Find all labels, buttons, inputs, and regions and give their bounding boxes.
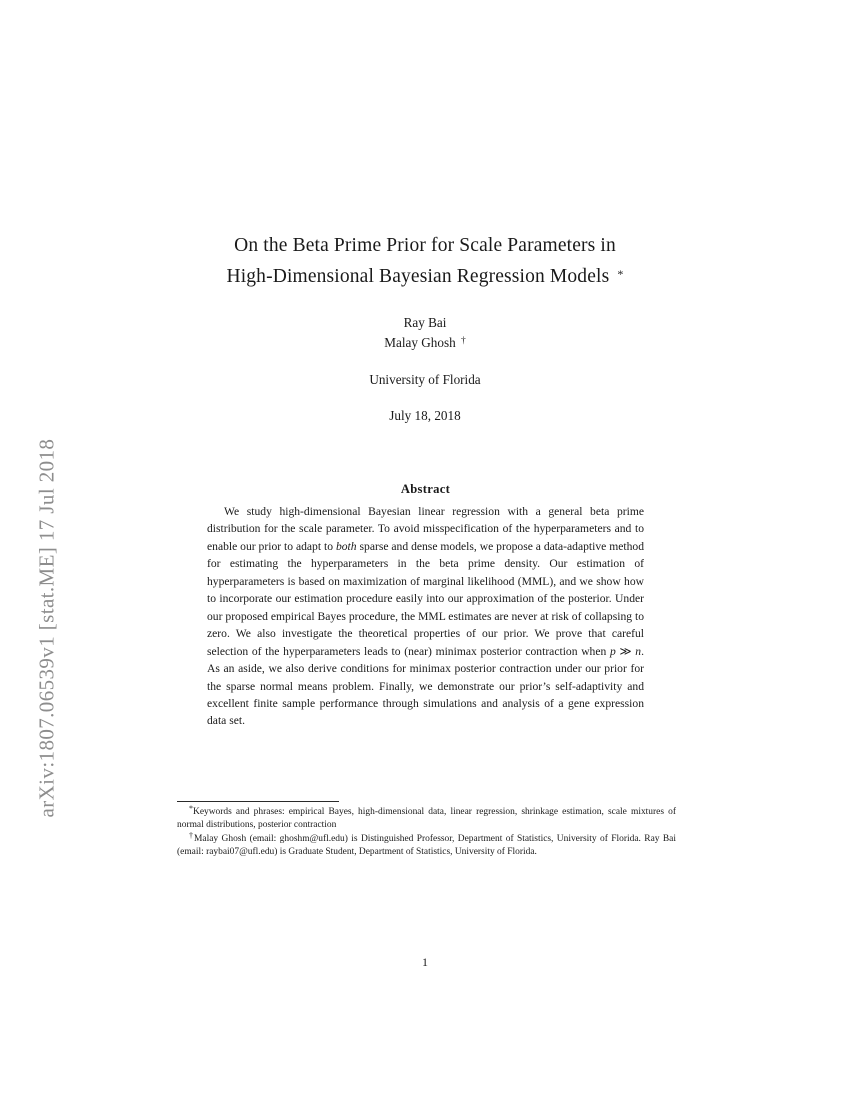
abstract-body <box>207 503 644 730</box>
math-operator-much-greater: ≫ <box>615 644 636 658</box>
abstract-text-part-1: We study high-dimensional Bayesian linear regression with a general beta prime distribution for the scale parameter. To avoid misspecification of the hyperparameters and to enable our prior to adapt to <box>207 505 644 553</box>
author-footnote-marker: † <box>460 335 466 346</box>
title-line-2: High-Dimensional Bayesian Regression Models <box>226 266 610 287</box>
title-line-1: On the Beta Prime Prior for Scale Parameters in <box>234 235 616 256</box>
footnote-marker-dagger: † <box>189 830 195 840</box>
footnote-separator-rule <box>177 801 339 802</box>
footnote-keywords <box>177 803 676 832</box>
publication-date: July 18, 2018 <box>389 408 461 423</box>
footnote-marker-asterisk: * <box>189 803 193 813</box>
page-title <box>160 230 690 292</box>
page-number: 1 <box>422 955 428 969</box>
author-entry <box>160 333 690 353</box>
affiliation: University of Florida <box>369 372 481 387</box>
footnote-author-info <box>177 830 676 859</box>
author-list <box>160 313 690 352</box>
footnote-text: Malay Ghosh (email: ghoshm@ufl.edu) is Distinguished Professor, Department of Statistics, University of Florida. Ray Bai (email: raybai07@ufl.edu) is Graduate Student, Department of Statistics, University of Florida. <box>177 833 676 857</box>
author-name: Malay Ghosh <box>384 334 456 350</box>
author-entry <box>160 313 690 333</box>
abstract-text-part-2: sparse and dense models, we propose a data-adaptive method for estimating the hyperparameters in the beta prime density. Our estimation of hyperparameters is based on maximization of marginal likelihood (MML), and we show how to incorporate our estimation procedure easily into our approximation of the posterior. Under our proposed empirical Bayes procedure, the MML estimates are never at risk of collapsing to zero. We also investigate the theoretical properties of our prior. We prove that careful selection of the hyperparameters leads to (near) minimax posterior contraction when <box>207 539 645 658</box>
footnote-block <box>177 803 676 859</box>
title-block <box>160 230 690 292</box>
author-name: Ray Bai <box>403 315 447 330</box>
math-variable-n: n <box>635 644 642 658</box>
abstract-text-part-3: . As an aside, we also derive conditions for minimax posterior contraction under our prior for the sparse normal means problem. Finally, we demonstrate our prior’s self-adaptivity and excellent finite sample performance through simulations and analysis of a gene expression data set. <box>207 644 644 728</box>
abstract-heading: Abstract <box>400 482 451 496</box>
arxiv-identifier-stamp: arXiv:1807.06539v1 [stat.ME] 17 Jul 2018 <box>34 438 59 818</box>
title-footnote-marker: * <box>617 267 624 282</box>
math-variable-p: p <box>609 644 616 658</box>
footnote-text: Keywords and phrases: empirical Bayes, high-dimensional data, linear regression, shrinkage estimation, scale mixtures of normal distributions, posterior contraction <box>177 807 676 830</box>
abstract-emphasis-both: both <box>335 539 357 553</box>
